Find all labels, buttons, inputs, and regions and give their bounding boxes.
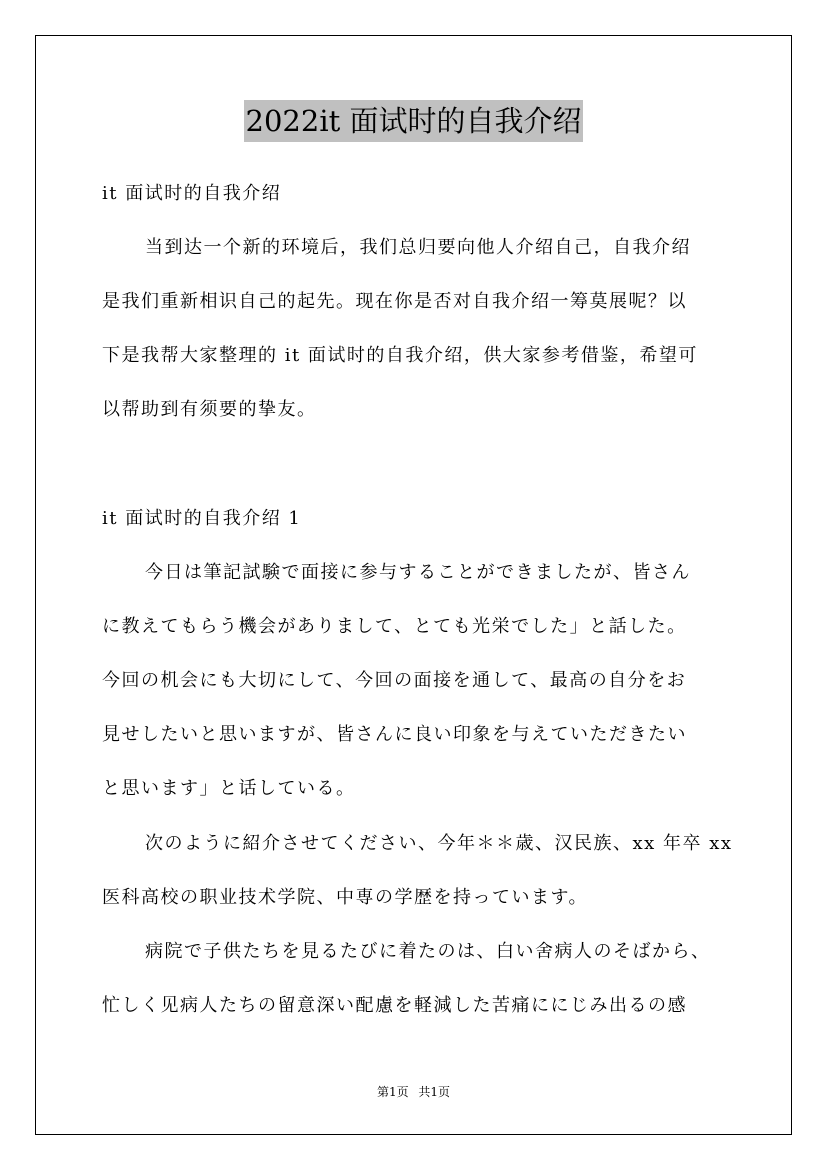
section-heading: it 面试时的自我介绍: [102, 183, 282, 204]
paragraph-line: と思います」と话している。: [102, 778, 356, 799]
section-heading: it 面试时的自我介绍 1: [102, 508, 302, 529]
document-title: 2022it 面试时的自我介绍: [244, 100, 584, 142]
paragraph-line: 今回の机会にも大切にして、今回の面接を通して、最高の自分をお: [102, 670, 687, 691]
paragraph-line: 下是我帮大家整理的 it 面试时的自我介绍，供大家参考借鉴，希望可: [102, 345, 698, 366]
paragraph-line: 今日は筆記試験で面接に参与することができましたが、皆さん: [145, 562, 691, 583]
page-footer: [0, 1084, 827, 1100]
paragraph-line: 忙しく见病人たちの留意深い配慮を軽減した苦痛ににじみ出るの感: [102, 995, 687, 1016]
paragraph-line: 是我们重新相识自己的起先。现在你是否对自我介绍一筹莫展呢？以: [102, 291, 687, 312]
paragraph-line: 医科高校の职业技术学院、中専の学歴を持っています。: [102, 887, 589, 908]
paragraph-line: 病院で子供たちを見るたびに着たのは、白い舍病人のそばから、: [145, 941, 711, 962]
paragraph-line: 次のように紹介させてください、今年＊＊歳、汉民族、xx 年卒 xx: [145, 833, 733, 854]
title-container: [0, 100, 827, 142]
paragraph-line: 当到达一个新的环境后，我们总归要向他人介绍自己，自我介绍: [145, 237, 691, 258]
paragraph-line: 見せしたいと思いますが、皆さんに良い印象を与えていただきたい: [102, 724, 687, 745]
paragraph-line: に教えてもらう機会がありまして、とても光栄でした」と話した。: [102, 616, 687, 637]
page-number: 第1页: [376, 1085, 409, 1099]
page-total: 共1页: [418, 1085, 451, 1099]
paragraph-line: 以帮助到有须要的挚友。: [102, 399, 317, 420]
